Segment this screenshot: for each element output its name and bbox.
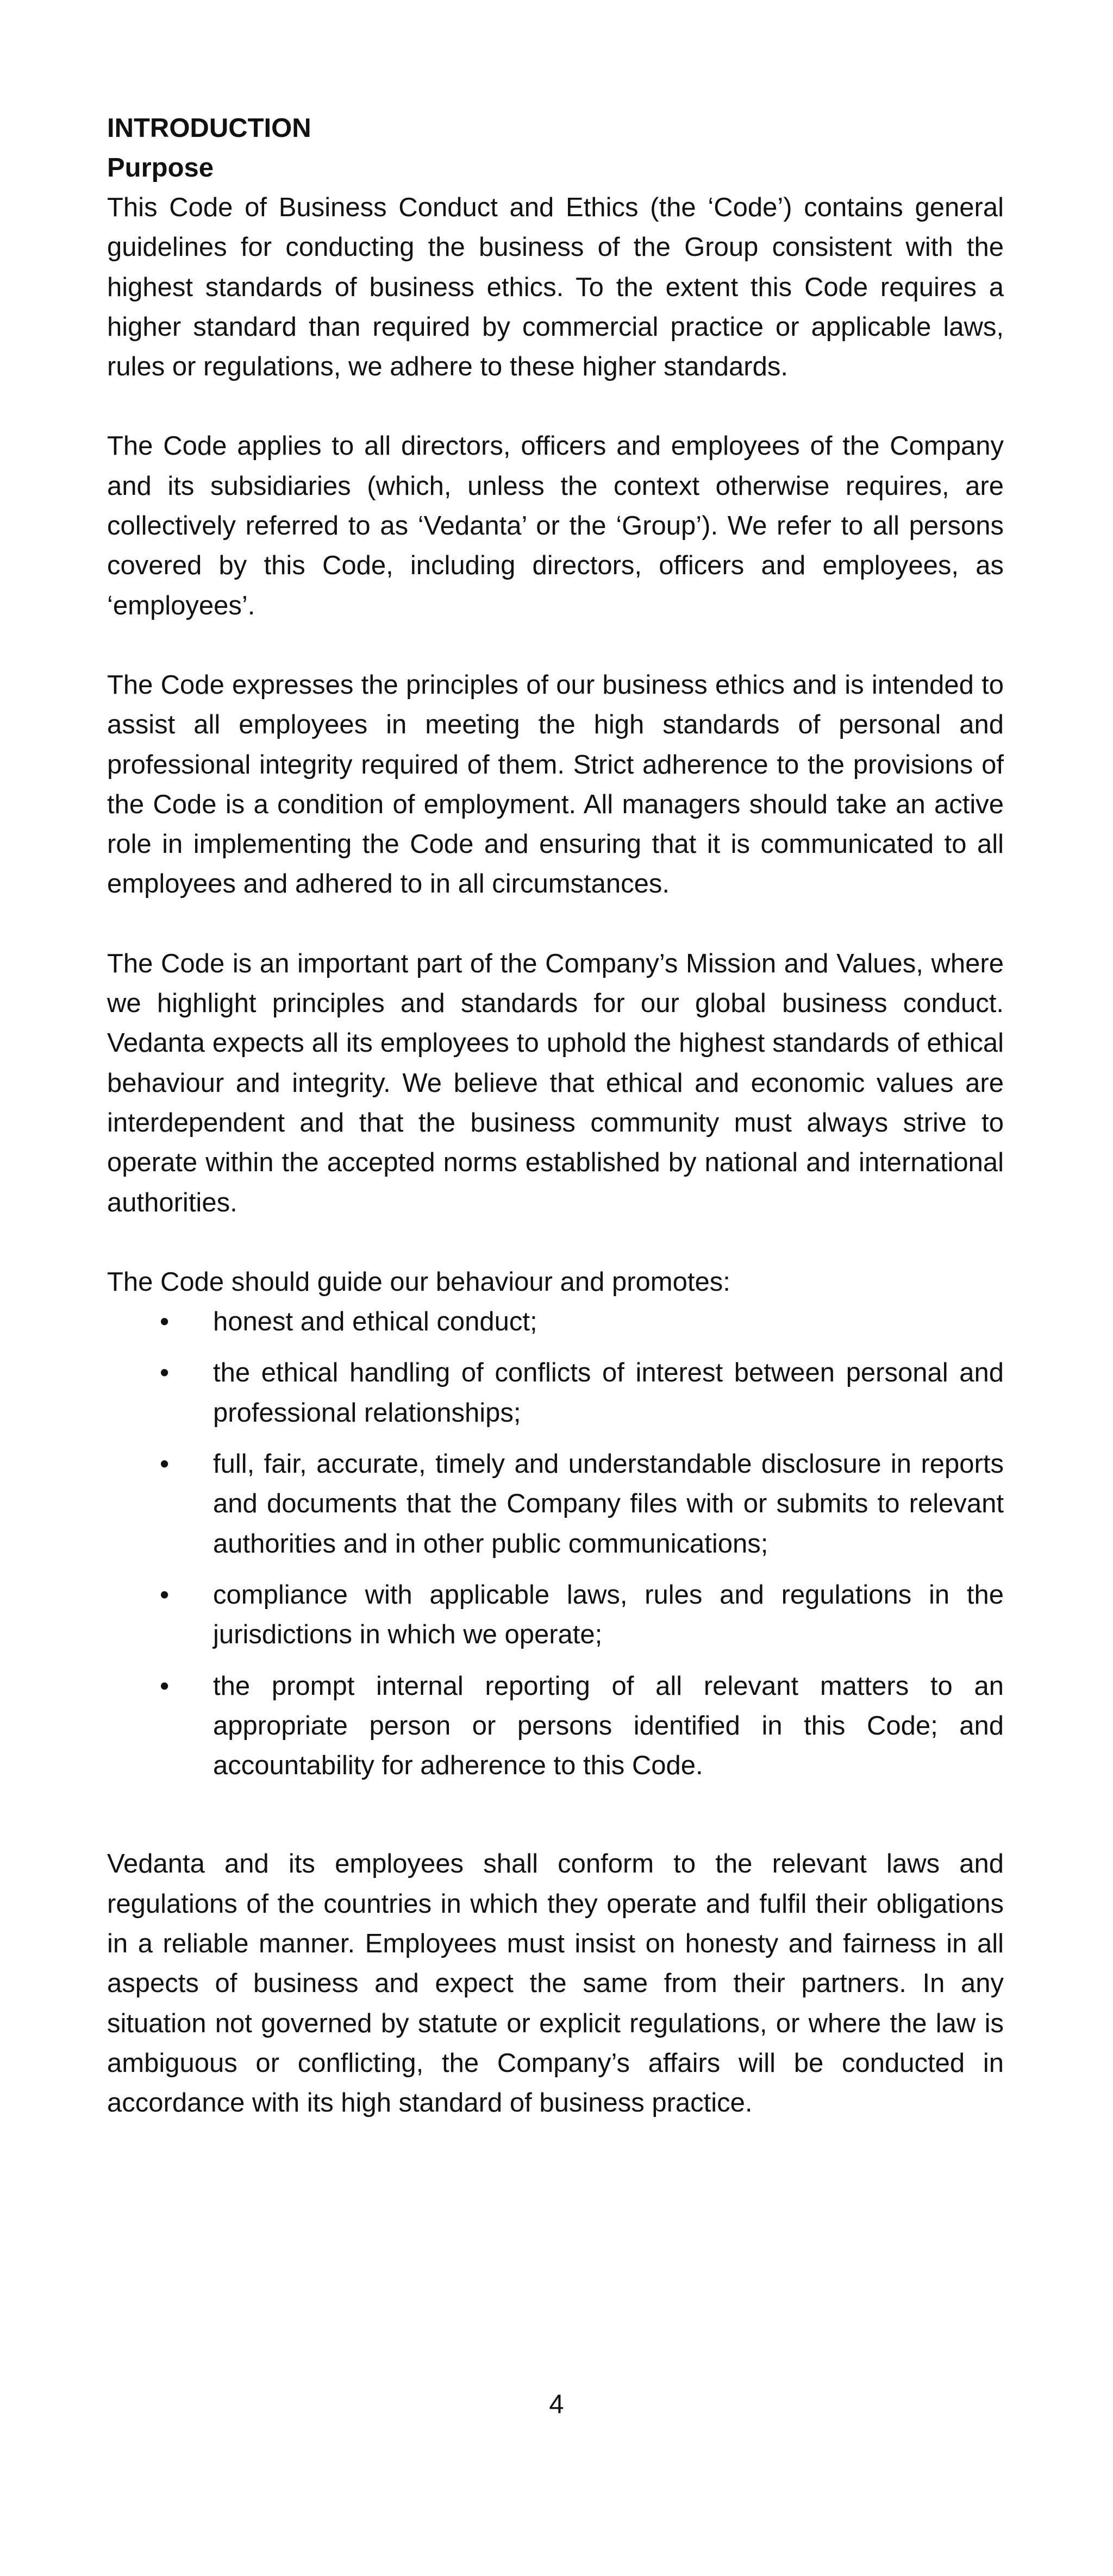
list-item-text: the ethical handling of conflicts of interest between personal and professional relationships; [213, 1358, 1004, 1428]
list-item-text: honest and ethical conduct; [213, 1307, 537, 1337]
list-item [107, 1353, 1004, 1433]
list-item [107, 1444, 1004, 1564]
bullet-icon: • [160, 1580, 170, 1610]
body-paragraphs [107, 188, 1004, 1223]
list-item-text: full, fair, accurate, timely and understandable disclosure in reports and documents that the Company files with or submits to relevant authorities and in other public communications; [213, 1449, 1004, 1559]
list-item-text: the prompt internal reporting of all relevant matters to an appropriate person or persons identified in this Code; and accountability for adherence to this Code. [213, 1671, 1004, 1781]
list-item [107, 1302, 1004, 1342]
section-title: INTRODUCTION [107, 114, 311, 143]
paragraph-mission-values: The Code is an important part of the Company’s Mission and Values, where we highlight principles and standards for our global business conduct. Vedanta expects all its employees to uphold the highest standards of ethical behaviour and integrity. We believe that ethical and economic values are interdependent and that the business community must always strive to operate within the accepted norms established by national and international authorities. [107, 948, 1004, 1217]
bullet-icon: • [160, 1671, 170, 1701]
list-item [107, 1667, 1004, 1786]
subsection-title: Purpose [107, 153, 214, 183]
promotes-list [107, 1302, 1004, 1786]
paragraph-scope: The Code applies to all directors, officers and employees of the Company and its subsidiaries (which, unless the context otherwise requires, are collectively referred to as ‘Vedanta’ or the ‘Group’). We refer to all persons covered by this Code, including directors, officers and employees, as ‘employees’. [107, 431, 1004, 620]
paragraph-principles: The Code expresses the principles of our business ethics and is intended to assist all employees in meeting the high standards of personal and professional integrity required of them. Strict adherence to the provisions of the Code is a condition of employment. All managers should take an active role in implementing the Code and ensuring that it is communicated to all employees and adhered to in all circumstances. [107, 670, 1004, 899]
bullet-icon: • [160, 1358, 170, 1388]
page-content [107, 109, 1004, 2123]
page-number: 4 [549, 2390, 564, 2419]
bullet-icon: • [160, 1307, 170, 1337]
paragraph-closing: Vedanta and its employees shall conform to the relevant laws and regulations of the countries in which they operate and fulfil their obligations in a reliable manner. Employees must insist on honesty and fairness in all aspects of business and expect the same from their partners. In any situation not governed by statute or explicit regulations, or where the law is ambiguous or conflicting, the Company’s affairs will be conducted in accordance with its high standard of business practice. [107, 1849, 1004, 2118]
list-intro: The Code should guide our behaviour and promotes: [107, 1267, 730, 1297]
list-item [107, 1575, 1004, 1655]
bullet-icon: • [160, 1449, 170, 1479]
list-item-text: compliance with applicable laws, rules and regulations in the jurisdictions in which we operate; [213, 1580, 1004, 1650]
paragraph-purpose: This Code of Business Conduct and Ethics (the ‘Code’) contains general guidelines for conducting the business of the Group consistent with the highest standards of business ethics. To the extent this Code requires a higher standard than required by commercial practice or applicable laws, rules or regulations, we adhere to these higher standards. [107, 193, 1004, 382]
